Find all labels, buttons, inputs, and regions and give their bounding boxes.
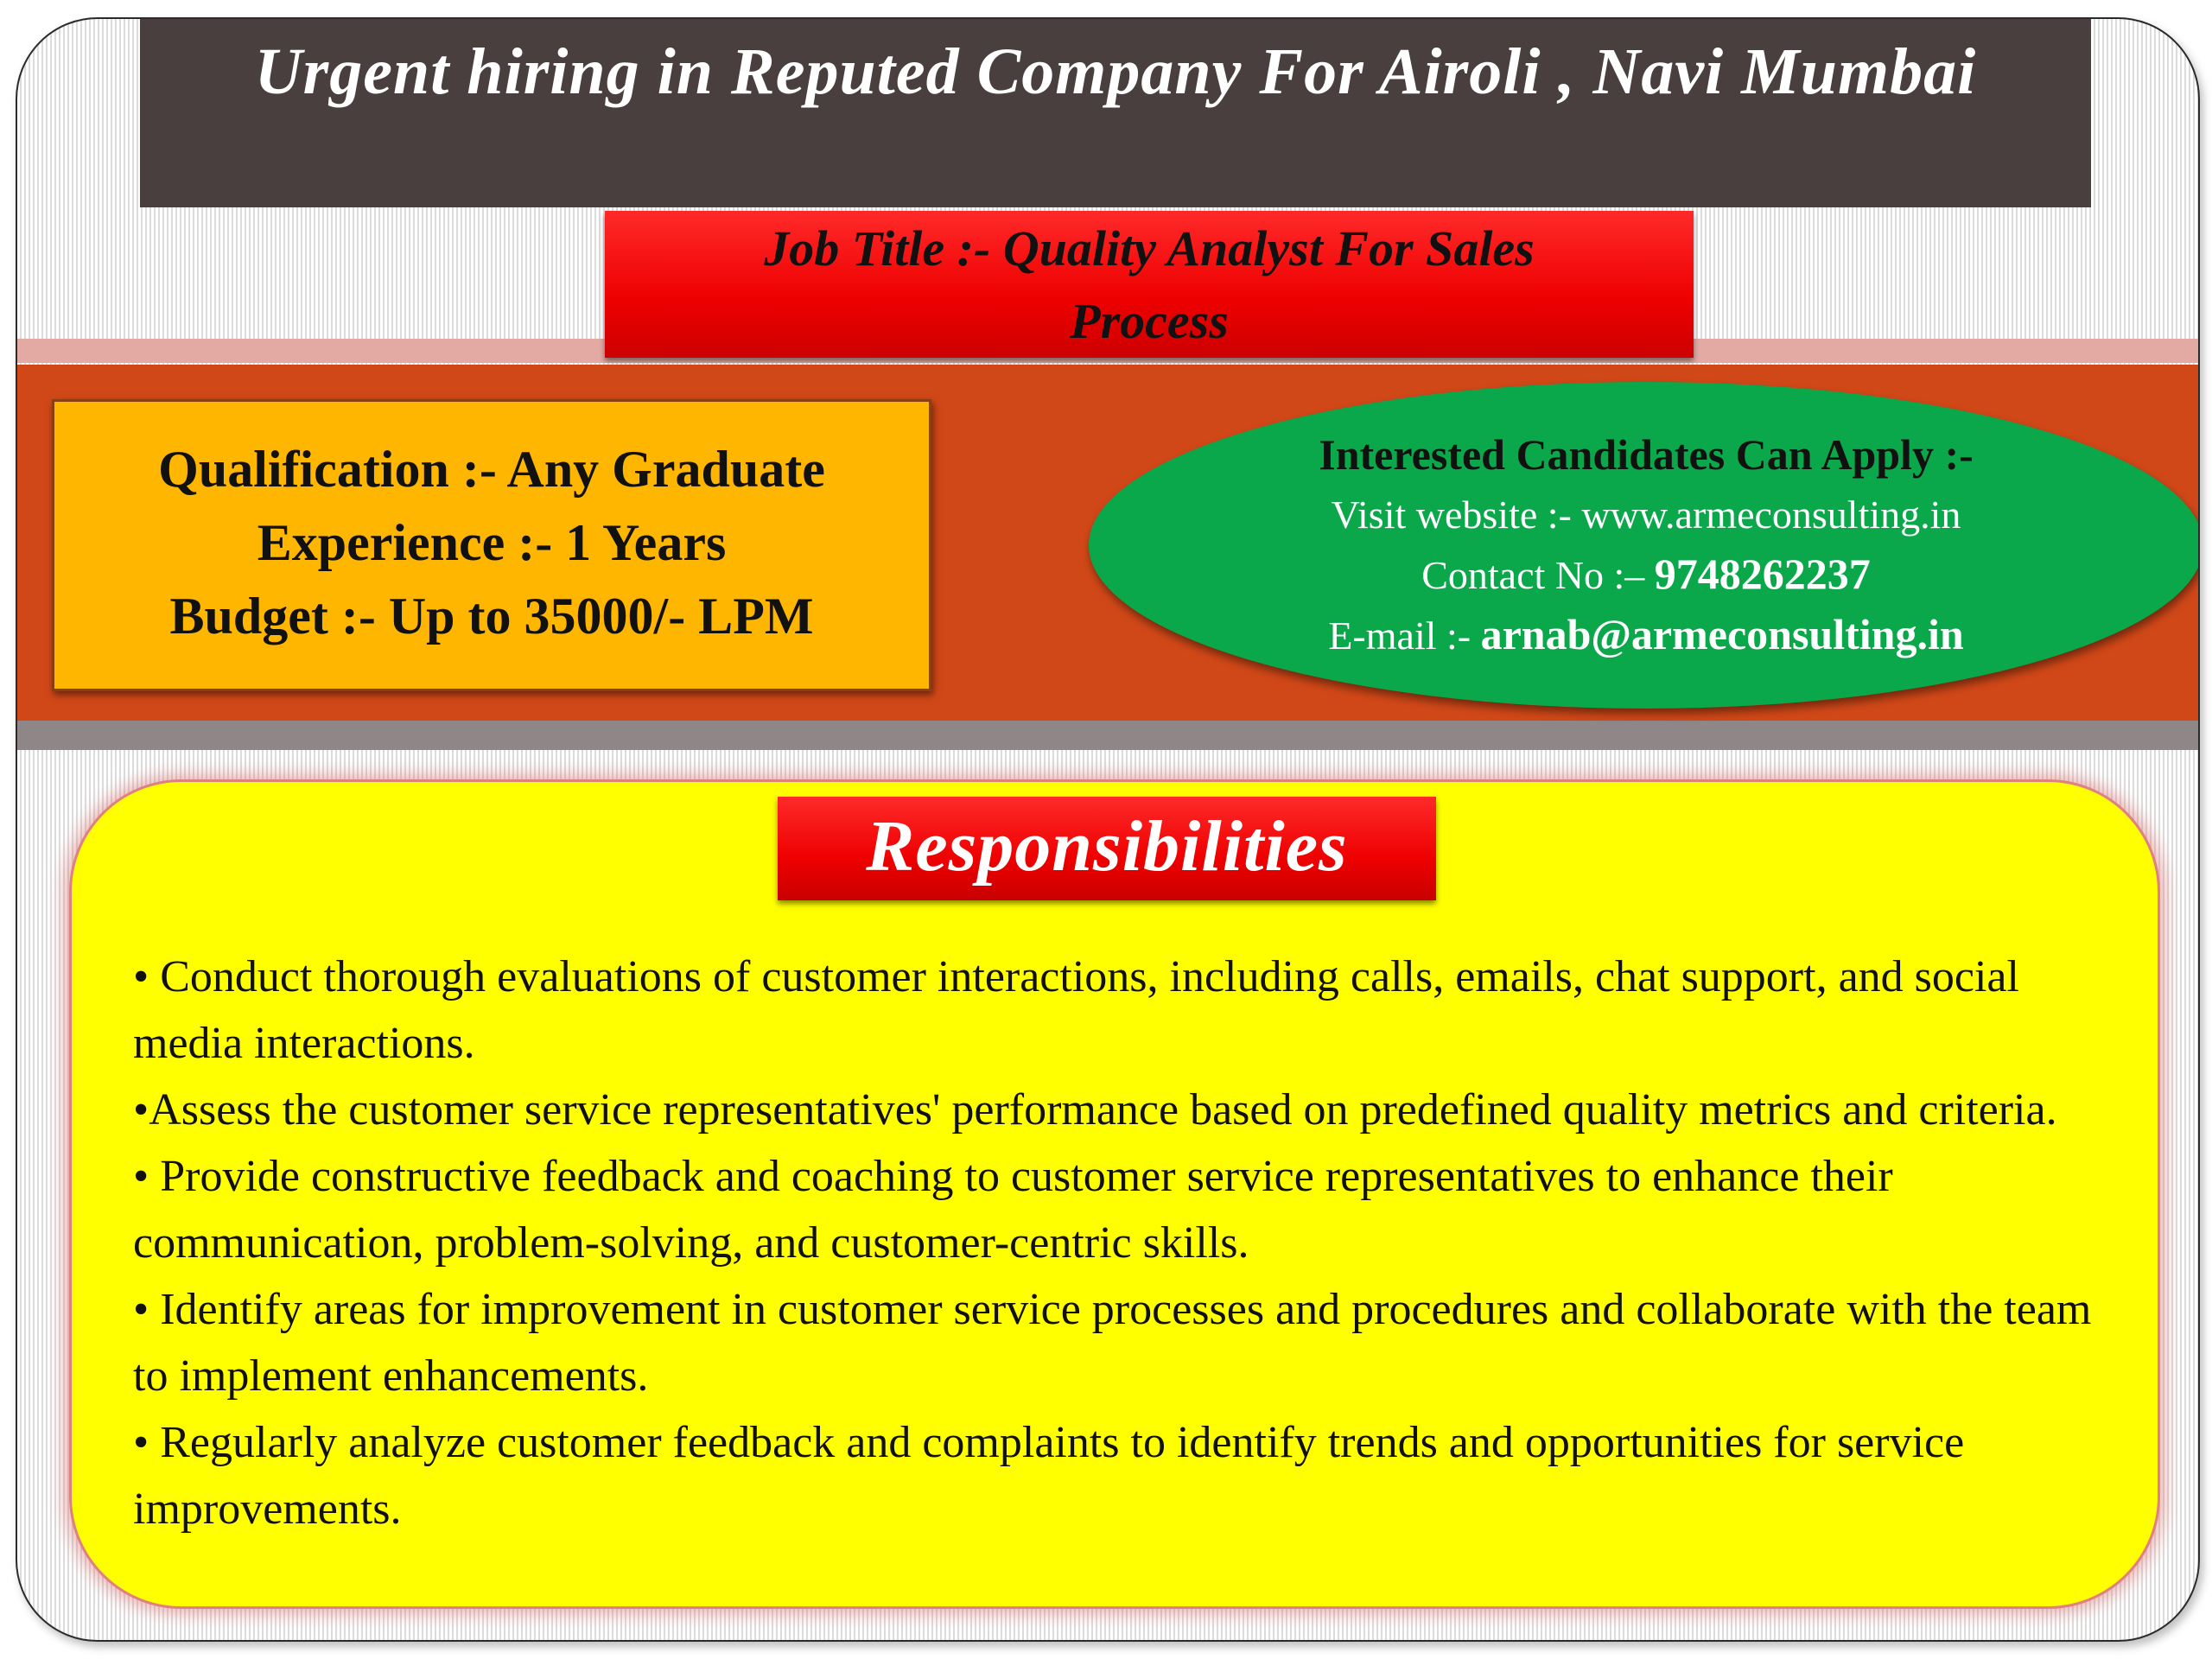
email-label: E-mail :- (1328, 613, 1481, 658)
list-item: • Identify areas for improvement in customer service processes and procedures and collaborate with the team to implement enhancements. (133, 1285, 2092, 1401)
qualification-text: Qualification :- Any Graduate (158, 441, 825, 498)
apply-heading: Interested Candidates Can Apply :- (1319, 430, 1974, 479)
website-link[interactable]: Visit website :- www.armeconsulting.in (1331, 493, 1961, 537)
header-banner (140, 19, 2091, 207)
job-poster (16, 17, 2200, 1642)
responsibilities-list (133, 944, 2120, 1542)
contact-line (1089, 544, 2200, 605)
page-title: Urgent hiring in Reputed Company For Airoli , Navi Mumbai (254, 35, 1977, 108)
apply-info-ellipse (1089, 382, 2200, 709)
experience-text: Experience :- 1 Years (257, 514, 727, 571)
list-item: • Provide constructive feedback and coaching to customer service representatives to enhance their communication, problem-solving, and customer-centric skills. (133, 1152, 1893, 1268)
divider-strip-bottom (17, 721, 2198, 750)
job-title-line-1: Job Title :- Quality Analyst For Sales (764, 220, 1535, 276)
email-link[interactable]: arnab@armeconsulting.in (1480, 610, 1964, 658)
contact-label: Contact No :– (1421, 553, 1655, 597)
budget-text: Budget :- Up to 35000/- LPM (169, 588, 814, 645)
qualification-box (52, 399, 931, 691)
contact-number[interactable]: 9748262237 (1654, 550, 1871, 598)
list-item: • Conduct thorough evaluations of customer interactions, including calls, emails, chat support, and social media interactions. (133, 952, 2019, 1068)
email-line (1089, 605, 2200, 665)
job-title-line-2: Process (1070, 293, 1229, 349)
responsibilities-heading: Responsibilities (778, 797, 1436, 900)
job-title-box (605, 211, 1694, 358)
list-item: • Regularly analyze customer feedback and complaints to identify trends and opportunities for service improvements. (133, 1418, 1965, 1534)
list-item: •Assess the customer service representatives' performance based on predefined quality metrics and criteria. (133, 1085, 2057, 1135)
